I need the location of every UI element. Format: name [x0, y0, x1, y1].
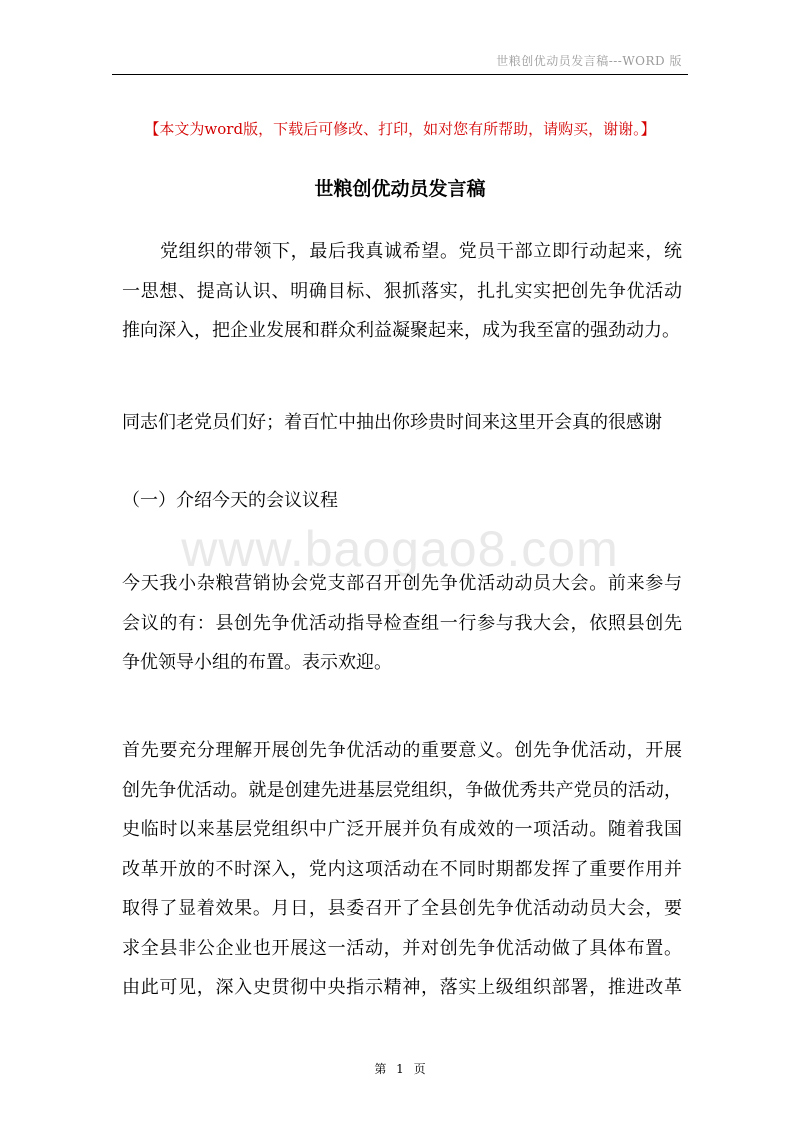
footer-suffix: 页 [413, 1062, 426, 1076]
paragraph-line: 改革开放的不时深入，党内这项活动在不同时期都发挥了重要作用并 [122, 858, 682, 880]
paragraph-line: （一）介绍今天的会议议程 [122, 490, 338, 511]
running-header: 世粮创优动员发言稿---WORD 版 [496, 54, 682, 68]
page-footer [0, 1060, 800, 1077]
paragraph-line: 党组织的带领下，最后我真诚希望。党员干部立即行动起来，统 [160, 241, 682, 262]
paragraph-line: 取得了显着效果。月日，县委召开了全县创先争优活动动员大会，要 [122, 898, 682, 919]
purchase-notice: 【本文为word版，下载后可修改、打印，如对您有所帮助，请购买，谢谢。】 [144, 120, 656, 138]
paragraph-line: 会议的有：县创先争优活动指导检查组一行参与我大会，依照县创先 [122, 612, 682, 634]
paragraph-1 [122, 232, 682, 351]
paragraph-3 [122, 564, 682, 683]
paragraph-line: 求全县非公企业也开展这一活动，并对创先争优活动做了具体布置。 [122, 937, 682, 959]
paragraph-line: 史临时以来基层党组织中广泛开展并负有成效的一项活动。随着我国 [122, 819, 682, 840]
paragraph-line: 争优领导小组的布置。表示欢迎。 [122, 652, 392, 673]
paragraph-line: 同志们老党员们好；着百忙中抽出你珍贵时间来这里开会真的很感谢 [122, 412, 662, 433]
paragraph-2 [122, 403, 682, 443]
page-number: 1 [396, 1062, 404, 1076]
paragraph-line: 由此可见，深入史贯彻中央指示精神，落实上级组织部署，推进改革 [122, 977, 682, 998]
paragraph-line: 创先争优活动。就是创建先进基层党组织，争做优秀共产党员的活动， [122, 779, 682, 801]
footer-prefix: 第 [374, 1062, 387, 1076]
paragraph-line: 推向深入，把企业发展和群众利益凝聚起来，成为我至富的强劲动力。 [122, 320, 680, 341]
paragraph-line: 今天我小杂粮营销协会党支部召开创先争优活动动员大会。前来参与 [122, 573, 682, 594]
header-divider [112, 74, 688, 75]
watermark-text: www.baogao8.com [181, 521, 619, 577]
document-title: 世粮创优动员发言稿 [314, 178, 486, 200]
section-heading [122, 481, 682, 521]
paragraph-4 [122, 731, 682, 1008]
paragraph-line: 一思想、提高认识、明确目标、狠抓落实，扎扎实实把创先争优活动 [122, 280, 682, 302]
paragraph-line: 首先要充分理解开展创先争优活动的重要意义。创先争优活动，开展 [122, 740, 682, 761]
